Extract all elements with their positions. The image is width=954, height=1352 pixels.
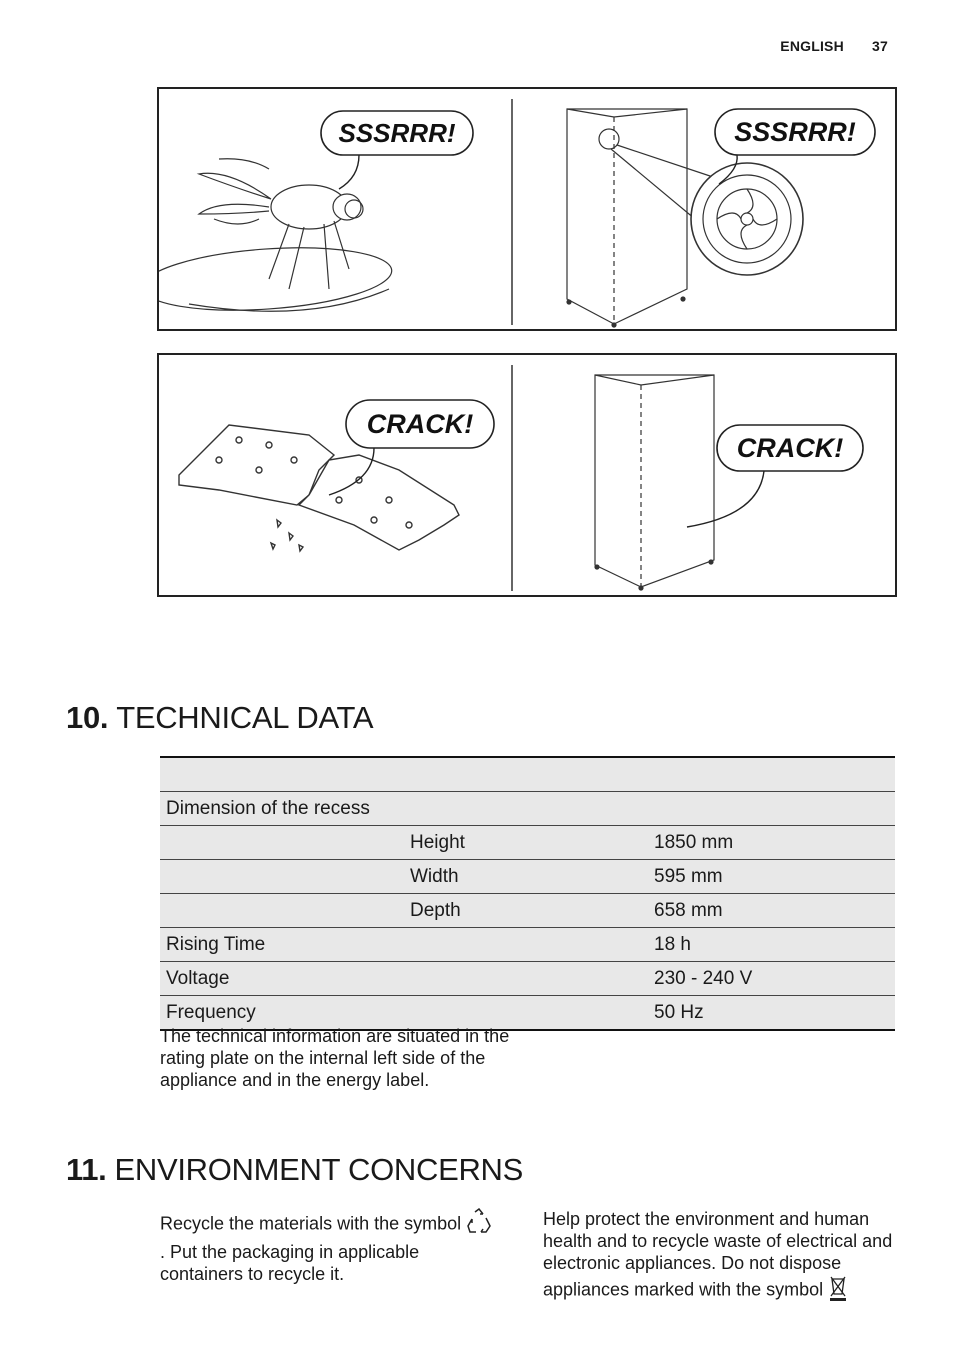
section-number: 11. — [66, 1152, 107, 1187]
sound-text-top-left: SSSRRR! — [338, 118, 456, 148]
table-cell: Dimension of the recess — [160, 792, 404, 826]
table-cell: Rising Time — [160, 928, 404, 962]
section-heading: TECHNICAL DATA — [116, 700, 374, 735]
crossed-bin-icon — [828, 1274, 848, 1307]
table-cell: Width — [404, 860, 648, 894]
language-label: ENGLISH — [780, 38, 844, 54]
technical-note: The technical information are situated in the rating plate on the internal left side of the appliance and in the energy label. — [160, 1026, 510, 1090]
table-cell — [404, 928, 648, 962]
table-cell: Height — [404, 826, 648, 860]
technical-data-table — [160, 756, 895, 1031]
freezer-illustration — [595, 375, 714, 590]
sound-text-bottom-left: CRACK! — [366, 409, 474, 439]
table-cell: Depth — [404, 894, 648, 928]
illustration-noise-crack — [159, 355, 899, 599]
table-row — [160, 826, 895, 860]
table-cell: 230 - 240 V — [648, 962, 895, 996]
section-title-environment — [66, 1152, 523, 1188]
table-row — [160, 928, 895, 962]
table-cell — [404, 792, 648, 826]
table-row — [160, 962, 895, 996]
table-cell — [160, 826, 404, 860]
table-cell — [404, 757, 648, 792]
sound-text-bottom-right: CRACK! — [736, 433, 844, 463]
table-cell — [404, 962, 648, 996]
table-cell — [160, 757, 404, 792]
speech-bubble-left — [321, 111, 473, 189]
table-cell: 18 h — [648, 928, 895, 962]
table-cell — [160, 860, 404, 894]
environment-recycle-text — [160, 1208, 500, 1285]
table-cell: 1850 mm — [648, 826, 895, 860]
table-cell: 50 Hz — [648, 996, 895, 1031]
page-number: 37 — [872, 38, 888, 54]
illustration-noise-fan — [159, 89, 899, 333]
table-cell — [160, 894, 404, 928]
table-cell — [648, 757, 895, 792]
table-cell: 658 mm — [648, 894, 895, 928]
table-cell: 595 mm — [648, 860, 895, 894]
recycle-text-end: . Put the packaging in applicable containers to recycle it. — [160, 1242, 420, 1284]
illustration-panel-noise-crack — [157, 353, 897, 597]
section-number: 10. — [66, 700, 109, 735]
table-row — [160, 757, 895, 792]
recycle-text-start: Recycle the materials with the symbol — [160, 1213, 462, 1234]
table-cell — [648, 792, 895, 826]
table-row — [160, 894, 895, 928]
fly-illustration — [159, 159, 394, 318]
recycle-icon — [466, 1208, 492, 1241]
illustration-panel-noise-fan — [157, 87, 897, 331]
sound-text-top-right: SSSRRR! — [734, 117, 856, 147]
table-row — [160, 860, 895, 894]
table-cell: Voltage — [160, 962, 404, 996]
environment-weee-text — [543, 1208, 903, 1307]
table-cell: Frequency — [160, 996, 404, 1031]
table-row — [160, 792, 895, 826]
section-heading: ENVIRONMENT CONCERNS — [114, 1152, 524, 1187]
page-header — [780, 38, 888, 54]
weee-text: Help protect the environment and human health and to recycle waste of electrical and electronic appliances. Do not dispose appliances marked with the symbol — [543, 1209, 893, 1300]
section-title-technical-data — [66, 700, 373, 736]
